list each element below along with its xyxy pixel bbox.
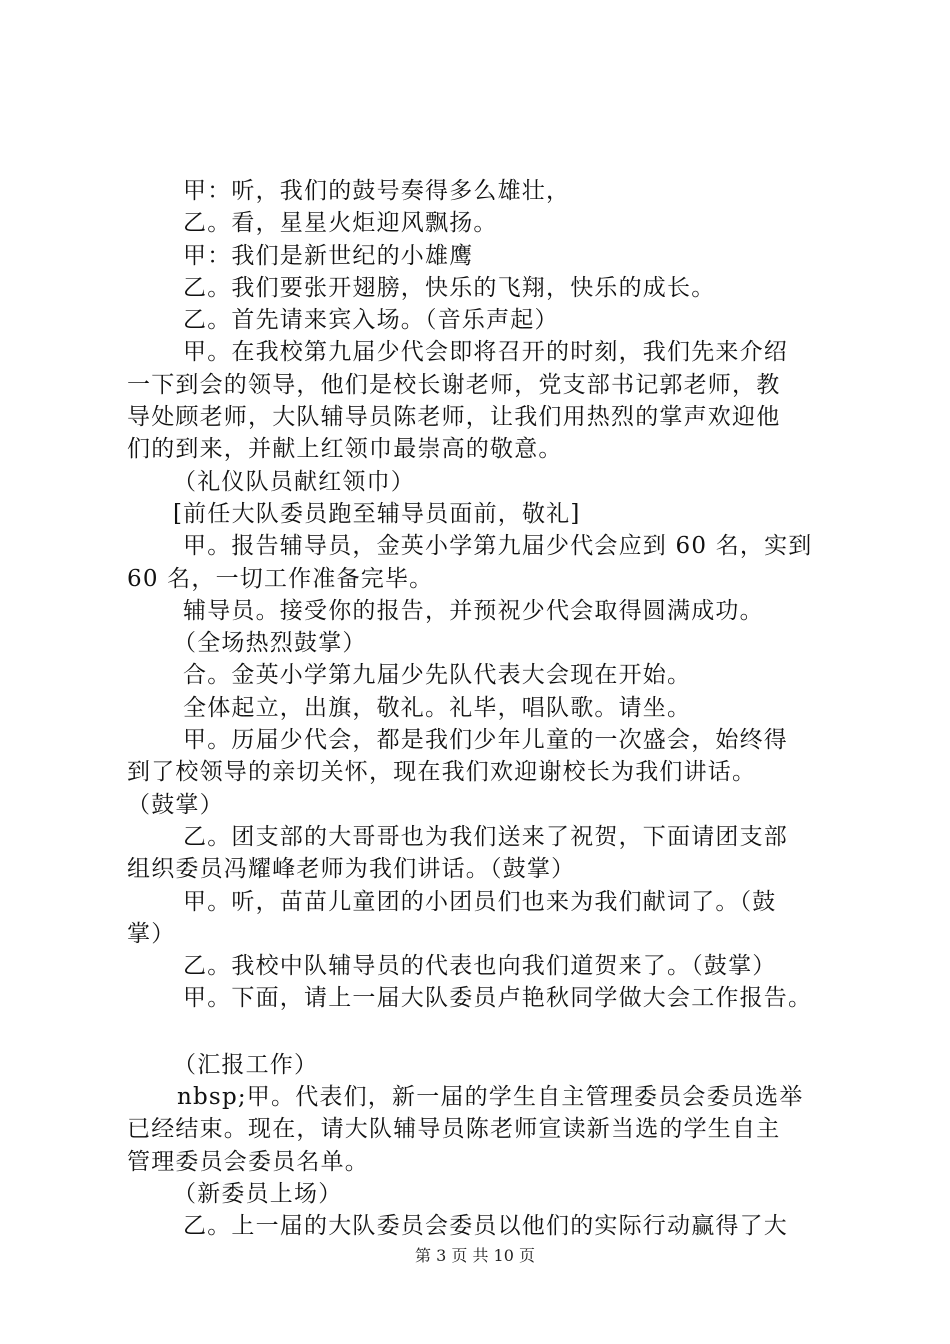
text-line: 乙。看，星星火炬迎风飘扬。 <box>183 210 498 237</box>
text-line: （鼓掌） <box>127 791 224 818</box>
text-line: 乙。首先请来宾入场。（音乐声起） <box>183 307 559 334</box>
text-line: 到了校领导的亲切关怀，现在我们欢迎谢校长为我们讲话。 <box>127 759 757 786</box>
text-line: 乙。我校中队辅导员的代表也向我们道贺来了。（鼓掌） <box>183 953 777 980</box>
text-line: 甲：我们是新世纪的小雄鹰 <box>183 242 474 269</box>
text-line: nbsp;甲。代表们，新一届的学生自主管理委员会委员选举 <box>177 1084 804 1111</box>
paragraph-gap <box>127 1015 837 1049</box>
text-line: 组织委员冯耀峰老师为我们讲话。（鼓掌） <box>127 856 576 883</box>
text-line: 乙。上一届的大队委员会委员以他们的实际行动赢得了大 <box>183 1213 788 1240</box>
text-line: 导处顾老师，大队辅导员陈老师，让我们用热烈的掌声欢迎他 <box>127 404 781 431</box>
text-line: 60 名，一切工作准备完毕。 <box>127 565 434 592</box>
text-line: 甲。报告辅导员，金英小学第九届少代会应到 60 名，实到 <box>183 533 813 560</box>
text-line: 甲：听，我们的鼓号奏得多么雄壮， <box>183 178 571 204</box>
text-line: 辅导员。接受你的报告，并预祝少代会取得圆满成功。 <box>183 597 764 624</box>
text-line: 掌） <box>127 920 176 947</box>
text-line: 甲。历届少代会，都是我们少年儿童的一次盛会，始终得 <box>183 727 788 754</box>
page-footer: 第 3 页 共 10 页 <box>415 1246 535 1265</box>
document-body <box>127 175 837 1243</box>
text-line: （全场热烈鼓掌） <box>173 630 367 657</box>
text-line: （礼仪队员献红领巾） <box>173 468 415 495</box>
text-line: 甲。在我校第九届少代会即将召开的时刻，我们先来介绍 <box>183 339 788 366</box>
text-line: 全体起立，出旗，敬礼。礼毕，唱队歌。请坐。 <box>183 694 692 721</box>
text-line: [前任大队委员跑至辅导员面前，敬礼] <box>173 500 581 527</box>
text-line: 甲。下面，请上一届大队委员卢艳秋同学做大会工作报告。 <box>183 985 813 1012</box>
text-line: 合。金英小学第九届少先队代表大会现在开始。 <box>183 662 692 689</box>
text-line: 甲。听，苗苗儿童团的小团员们也来为我们献词了。（鼓 <box>183 888 777 915</box>
text-line: 乙。我们要张开翅膀，快乐的飞翔，快乐的成长。 <box>183 274 716 301</box>
text-line: 已经结束。现在，请大队辅导员陈老师宣读新当选的学生自主 <box>127 1116 781 1143</box>
text-line: （汇报工作） <box>173 1051 319 1078</box>
text-line: 乙。团支部的大哥哥也为我们送来了祝贺，下面请团支部 <box>183 823 788 850</box>
text-line: 管理委员会委员名单。 <box>127 1148 369 1175</box>
text-line: 们的到来，并献上红领巾最崇高的敬意。 <box>127 436 563 463</box>
text-line: 一下到会的领导，他们是校长谢老师，党支部书记郭老师，教 <box>127 371 781 398</box>
text-line: （新委员上场） <box>173 1180 343 1207</box>
